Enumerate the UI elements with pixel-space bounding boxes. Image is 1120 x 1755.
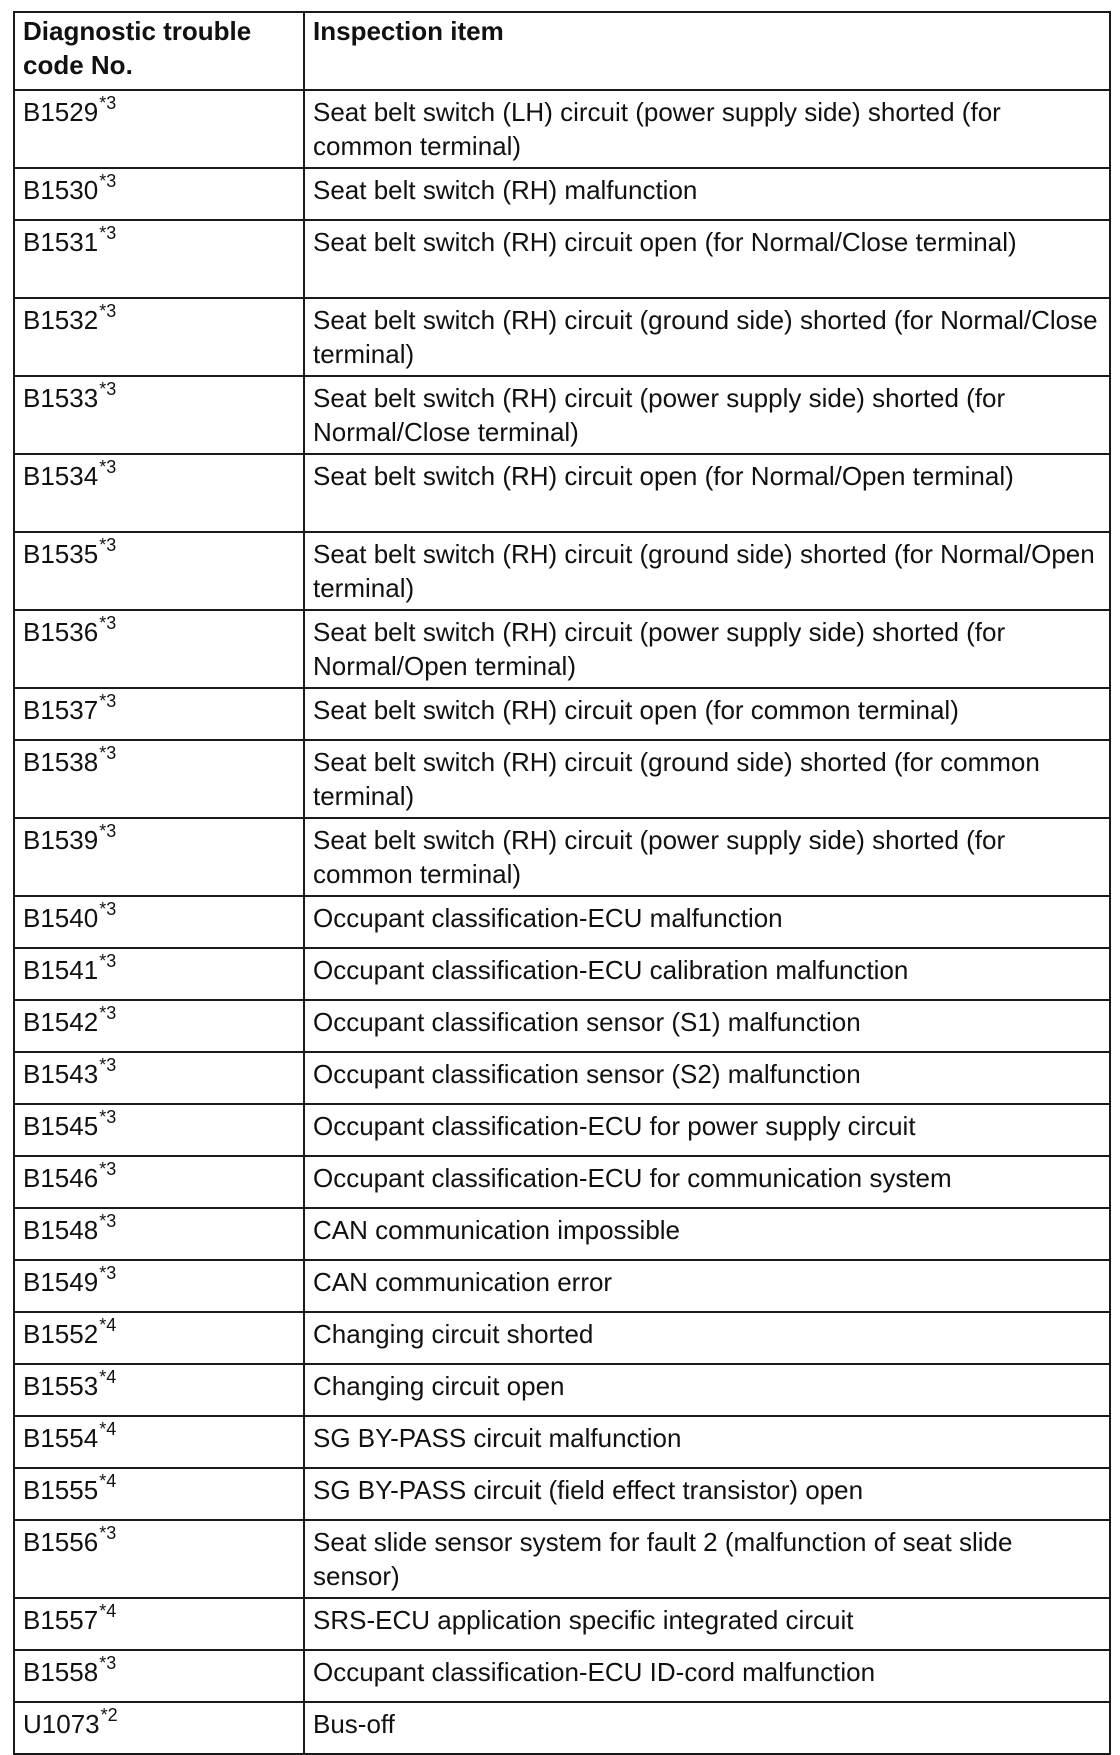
footnote-marker: *3 <box>99 457 117 478</box>
table-row <box>14 168 1110 220</box>
dtc-code-cell <box>14 1702 304 1754</box>
footnote-marker: *4 <box>99 1419 117 1440</box>
table-row <box>14 376 1110 454</box>
dtc-code: B1541 <box>23 955 99 985</box>
footnote-marker: *2 <box>100 1705 118 1726</box>
dtc-code: B1539 <box>23 825 99 855</box>
inspection-item-cell: Seat belt switch (LH) circuit (power supply side) shorted (for common terminal) <box>304 90 1110 168</box>
footnote-marker: *3 <box>99 535 117 556</box>
inspection-item-cell: Seat belt switch (RH) malfunction <box>304 168 1110 220</box>
inspection-item-cell: Seat belt switch (RH) circuit (power supply side) shorted (for common terminal) <box>304 818 1110 896</box>
inspection-item-cell: Occupant classification-ECU for communication system <box>304 1156 1110 1208</box>
footnote-marker: *3 <box>99 1211 117 1232</box>
inspection-item-cell: Seat belt switch (RH) circuit (power supply side) shorted (for Normal/Close terminal) <box>304 376 1110 454</box>
dtc-code-cell <box>14 1104 304 1156</box>
table-row <box>14 1312 1110 1364</box>
footnote-marker: *3 <box>99 691 117 712</box>
dtc-code: B1554 <box>23 1423 99 1453</box>
inspection-item-cell: SG BY-PASS circuit (field effect transistor) open <box>304 1468 1110 1520</box>
dtc-code: B1533 <box>23 383 99 413</box>
dtc-code: B1530 <box>23 175 99 205</box>
table-row <box>14 610 1110 688</box>
dtc-code-cell <box>14 896 304 948</box>
footnote-marker: *3 <box>99 1055 117 1076</box>
inspection-item-cell: CAN communication impossible <box>304 1208 1110 1260</box>
inspection-item-cell: Changing circuit shorted <box>304 1312 1110 1364</box>
dtc-code: B1545 <box>23 1111 99 1141</box>
dtc-code-cell <box>14 168 304 220</box>
dtc-code: B1543 <box>23 1059 99 1089</box>
table-row <box>14 1260 1110 1312</box>
header-inspection-item: Inspection item <box>304 12 1110 90</box>
inspection-item-cell: Seat belt switch (RH) circuit (power supply side) shorted (for Normal/Open terminal) <box>304 610 1110 688</box>
inspection-item-cell: Seat belt switch (RH) circuit (ground side) shorted (for Normal/Open terminal) <box>304 532 1110 610</box>
footnote-marker: *3 <box>99 1653 117 1674</box>
dtc-code: B1542 <box>23 1007 99 1037</box>
dtc-code: B1557 <box>23 1605 99 1635</box>
inspection-item-cell: Seat belt switch (RH) circuit open (for Normal/Close terminal) <box>304 220 1110 298</box>
inspection-item-cell: Seat slide sensor system for fault 2 (malfunction of seat slide sensor) <box>304 1520 1110 1598</box>
table-row <box>14 1650 1110 1702</box>
dtc-table <box>13 11 1111 1755</box>
table-row <box>14 1598 1110 1650</box>
table-row <box>14 298 1110 376</box>
table-row <box>14 948 1110 1000</box>
inspection-item-cell: Occupant classification sensor (S2) malfunction <box>304 1052 1110 1104</box>
inspection-item-cell: CAN communication error <box>304 1260 1110 1312</box>
dtc-code-cell <box>14 90 304 168</box>
dtc-code-cell <box>14 1650 304 1702</box>
table-row <box>14 90 1110 168</box>
dtc-code: B1529 <box>23 97 99 127</box>
dtc-code-cell <box>14 454 304 532</box>
dtc-code-cell <box>14 376 304 454</box>
dtc-code-cell <box>14 1598 304 1650</box>
table-row <box>14 1104 1110 1156</box>
dtc-code: B1549 <box>23 1267 99 1297</box>
footnote-marker: *4 <box>99 1315 117 1336</box>
table-row <box>14 1416 1110 1468</box>
inspection-item-cell: Seat belt switch (RH) circuit (ground side) shorted (for Normal/Close terminal) <box>304 298 1110 376</box>
footnote-marker: *3 <box>99 899 117 920</box>
dtc-code-cell <box>14 532 304 610</box>
dtc-code-cell <box>14 1000 304 1052</box>
footnote-marker: *3 <box>99 171 117 192</box>
dtc-code-cell <box>14 1468 304 1520</box>
dtc-code-cell <box>14 948 304 1000</box>
table-row <box>14 1468 1110 1520</box>
footnote-marker: *4 <box>99 1471 117 1492</box>
dtc-code: B1532 <box>23 305 99 335</box>
footnote-marker: *3 <box>99 301 117 322</box>
header-code: Diagnostic trouble code No. <box>14 12 304 90</box>
inspection-item-cell: Seat belt switch (RH) circuit (ground side) shorted (for common terminal) <box>304 740 1110 818</box>
inspection-item-cell: Bus-off <box>304 1702 1110 1754</box>
table-row <box>14 454 1110 532</box>
table-row <box>14 1520 1110 1598</box>
dtc-code-cell <box>14 1208 304 1260</box>
dtc-code: B1537 <box>23 695 99 725</box>
table-row <box>14 532 1110 610</box>
inspection-item-cell: Occupant classification-ECU calibration malfunction <box>304 948 1110 1000</box>
dtc-code: B1538 <box>23 747 99 777</box>
dtc-code-cell <box>14 1260 304 1312</box>
table-row <box>14 896 1110 948</box>
dtc-code-cell <box>14 1312 304 1364</box>
dtc-code-cell <box>14 1052 304 1104</box>
inspection-item-cell: Occupant classification-ECU malfunction <box>304 896 1110 948</box>
dtc-code-cell <box>14 298 304 376</box>
table-row <box>14 1364 1110 1416</box>
table-row <box>14 740 1110 818</box>
table-row <box>14 1702 1110 1754</box>
table-row <box>14 818 1110 896</box>
dtc-code-cell <box>14 688 304 740</box>
dtc-code: B1546 <box>23 1163 99 1193</box>
inspection-item-cell: Seat belt switch (RH) circuit open (for common terminal) <box>304 688 1110 740</box>
footnote-marker: *3 <box>99 613 117 634</box>
inspection-item-cell: Occupant classification sensor (S1) malfunction <box>304 1000 1110 1052</box>
dtc-code-cell <box>14 220 304 298</box>
footnote-marker: *3 <box>99 1003 117 1024</box>
dtc-code: B1536 <box>23 617 99 647</box>
inspection-item-cell: SRS-ECU application specific integrated circuit <box>304 1598 1110 1650</box>
inspection-item-cell: Occupant classification-ECU ID-cord malfunction <box>304 1650 1110 1702</box>
inspection-item-cell: Seat belt switch (RH) circuit open (for Normal/Open terminal) <box>304 454 1110 532</box>
dtc-code: B1535 <box>23 539 99 569</box>
dtc-code: B1555 <box>23 1475 99 1505</box>
footnote-marker: *3 <box>99 1107 117 1128</box>
table-row <box>14 1052 1110 1104</box>
dtc-code: B1548 <box>23 1215 99 1245</box>
table-row <box>14 220 1110 298</box>
table-row <box>14 1000 1110 1052</box>
dtc-code-cell <box>14 1364 304 1416</box>
dtc-code: B1556 <box>23 1527 99 1557</box>
dtc-code: B1534 <box>23 461 99 491</box>
footnote-marker: *3 <box>99 821 117 842</box>
dtc-code-cell <box>14 1416 304 1468</box>
footnote-marker: *4 <box>99 1367 117 1388</box>
inspection-item-cell: SG BY-PASS circuit malfunction <box>304 1416 1110 1468</box>
dtc-code: B1531 <box>23 227 99 257</box>
footnote-marker: *3 <box>99 379 117 400</box>
dtc-code-cell <box>14 818 304 896</box>
dtc-code-cell <box>14 1156 304 1208</box>
footnote-marker: *3 <box>99 951 117 972</box>
dtc-code-cell <box>14 1520 304 1598</box>
dtc-code: B1552 <box>23 1319 99 1349</box>
dtc-code: B1553 <box>23 1371 99 1401</box>
footnote-marker: *3 <box>99 223 117 244</box>
inspection-item-cell: Occupant classification-ECU for power supply circuit <box>304 1104 1110 1156</box>
table-row <box>14 688 1110 740</box>
dtc-code: B1558 <box>23 1657 99 1687</box>
dtc-code: U1073 <box>23 1709 100 1739</box>
dtc-code-cell <box>14 740 304 818</box>
table-header-row <box>14 12 1110 90</box>
footnote-marker: *3 <box>99 1159 117 1180</box>
dtc-code-cell <box>14 610 304 688</box>
table-row <box>14 1208 1110 1260</box>
footnote-marker: *3 <box>99 1523 117 1544</box>
footnote-marker: *3 <box>99 743 117 764</box>
dtc-code: B1540 <box>23 903 99 933</box>
footnote-marker: *3 <box>99 1263 117 1284</box>
footnote-marker: *3 <box>99 93 117 114</box>
table-body <box>14 90 1110 1754</box>
table-row <box>14 1156 1110 1208</box>
inspection-item-cell: Changing circuit open <box>304 1364 1110 1416</box>
footnote-marker: *4 <box>99 1601 117 1622</box>
